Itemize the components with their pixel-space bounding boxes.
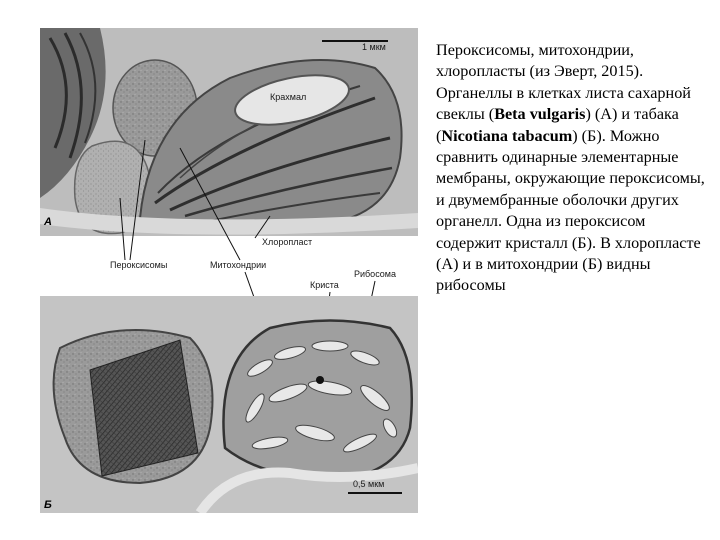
label-chloroplast: Хлоропласт xyxy=(262,237,313,247)
label-crista: Криста xyxy=(310,280,339,290)
caption-species-2: Nicotiana tabacum xyxy=(441,126,573,145)
caption-part-2: ) (А) и табака ( xyxy=(436,105,679,145)
label-starch: Крахмал xyxy=(270,92,307,102)
label-mitochondria: Митохондрии xyxy=(210,260,267,270)
scale-bar-b-label: 0,5 мкм xyxy=(353,479,385,489)
caption-part-1: Пероксисомы, митохондрии, хлоропласты (из Эверт, 2015). Органеллы в клетках листа сахарной свеклы ( xyxy=(436,41,691,124)
panel-a xyxy=(40,28,418,236)
caption-species-1: Beta vulgaris xyxy=(494,105,586,124)
ribosome-dot xyxy=(316,376,324,384)
label-peroxisomes: Пероксисомы xyxy=(110,260,168,270)
label-ribosome: Рибосома xyxy=(354,269,396,279)
caption-part-3: ) (Б). Можно сравнить одинарные элементарные мембраны, окружающие пероксисомы, и двумембранные оболочки других органелл. Одна из пероксисом содержит кристалл (Б). В хлоропласте (А) и в митохондрии (Б) видны рибосомы xyxy=(436,126,705,295)
panel-a-letter: А xyxy=(44,216,52,228)
panel-b xyxy=(40,296,418,513)
panel-b-letter: Б xyxy=(44,499,52,511)
scale-bar-a-label: 1 мкм xyxy=(362,42,386,52)
caption-text xyxy=(436,40,712,297)
micrograph-figure xyxy=(30,28,418,513)
